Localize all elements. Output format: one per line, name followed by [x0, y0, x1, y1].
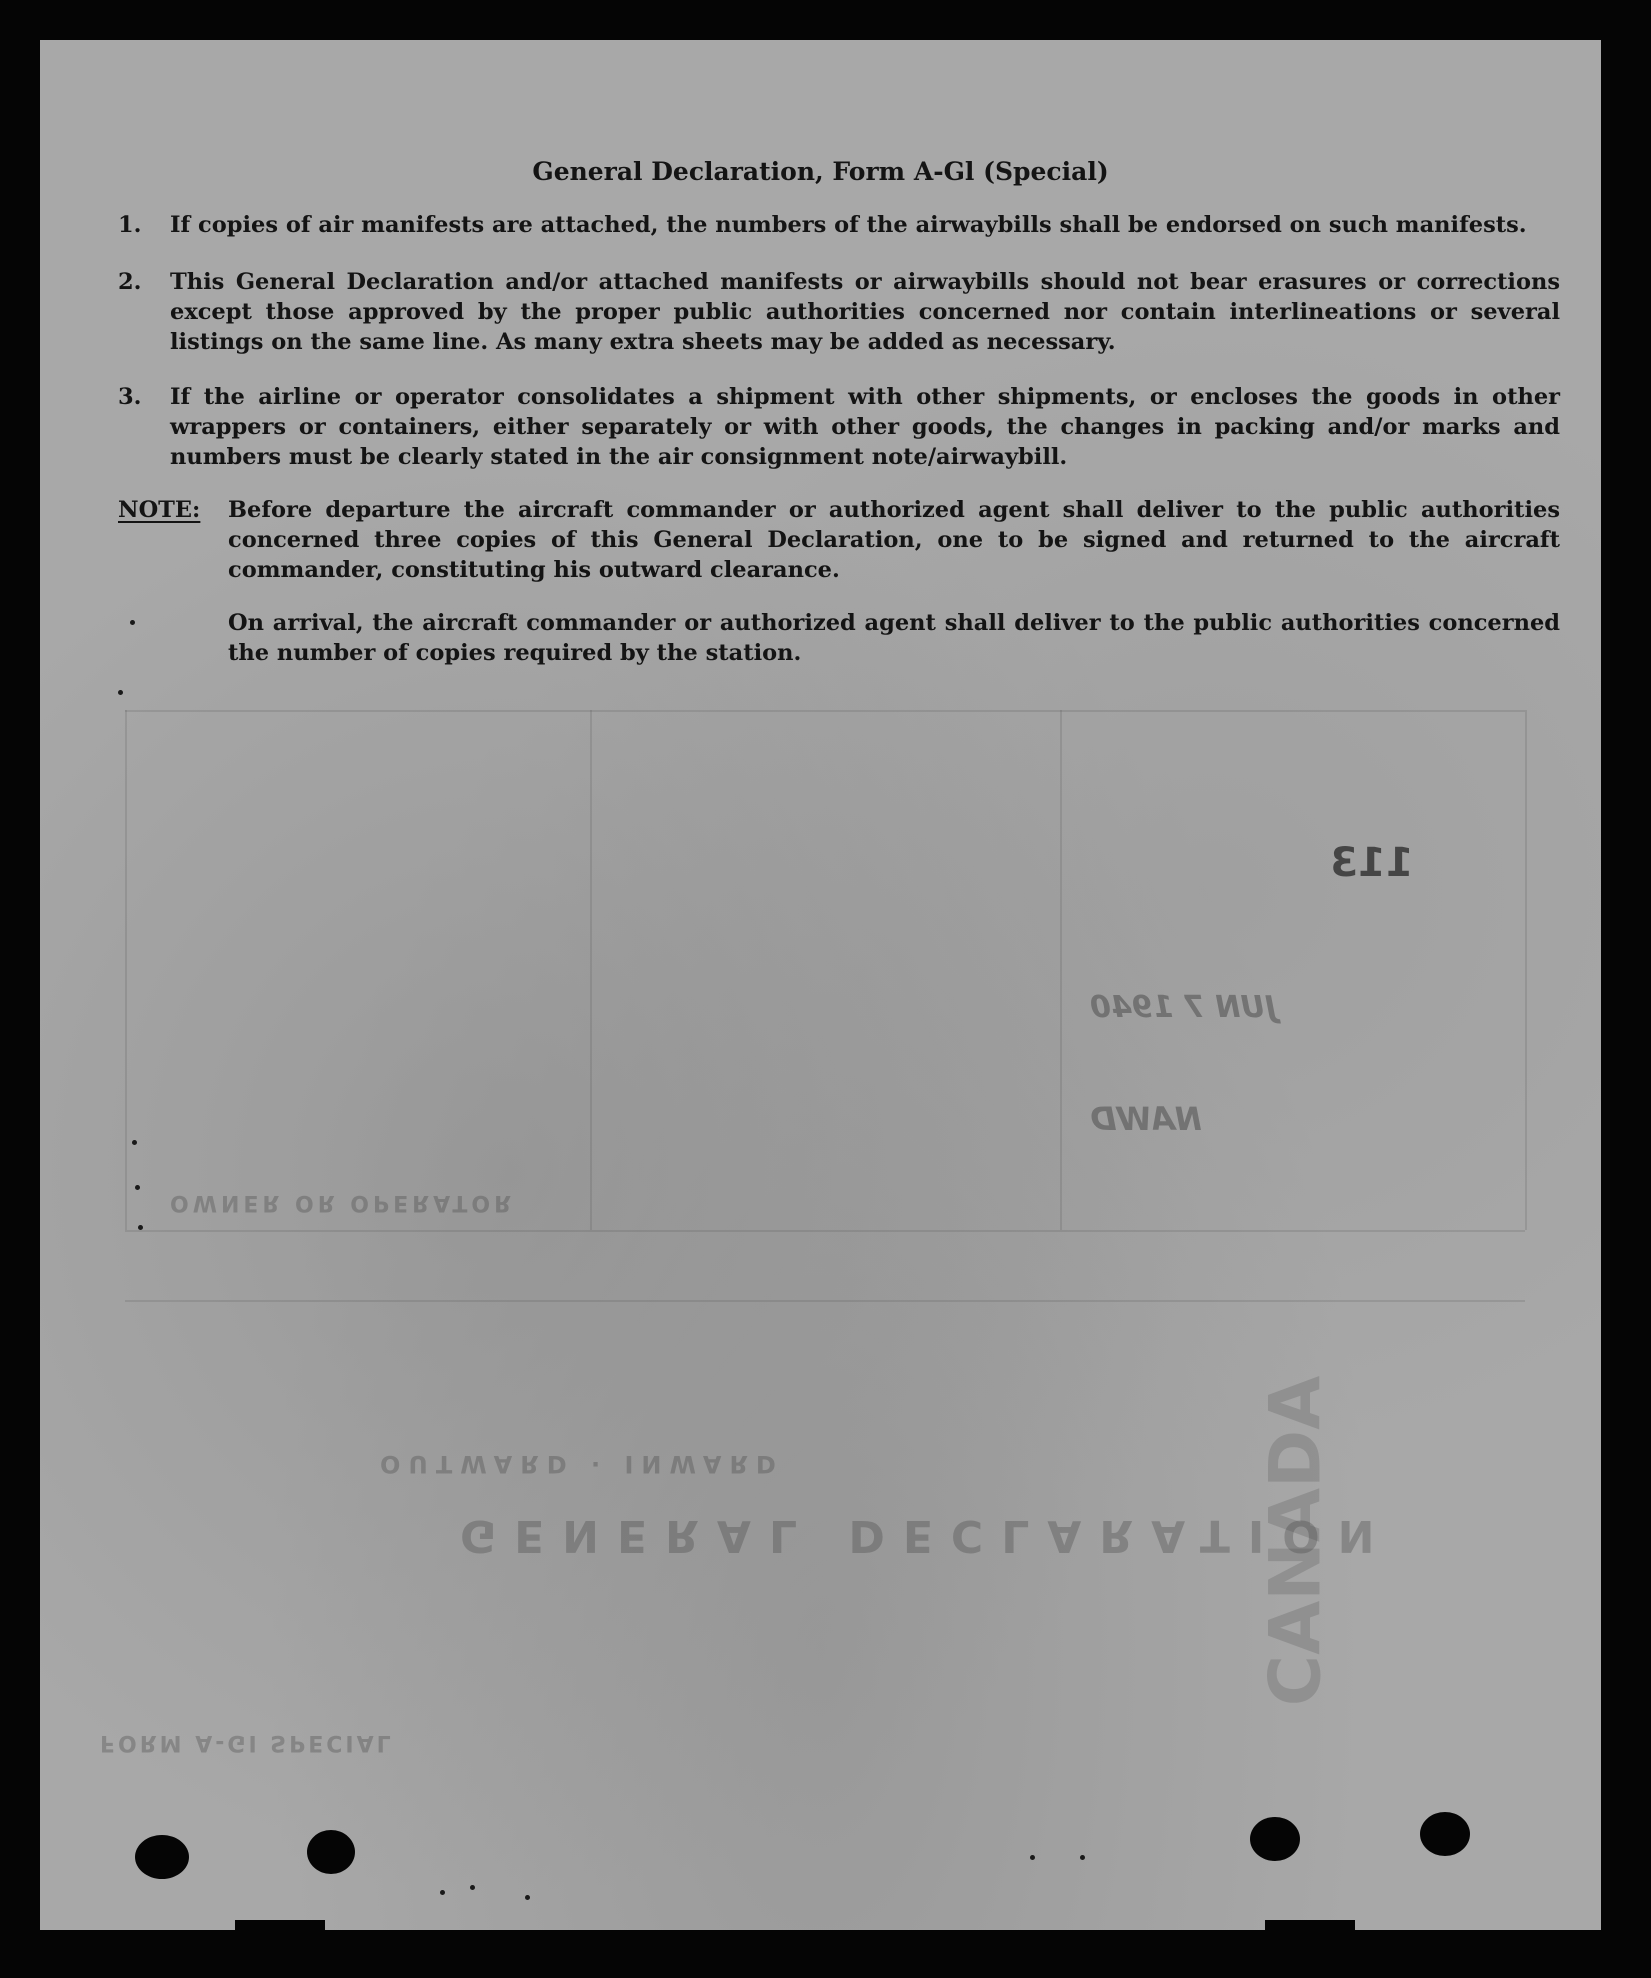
margin-speck [130, 620, 135, 625]
instruction-item-3 [118, 382, 1560, 472]
item-number: 3. [118, 384, 142, 410]
bleed-through-box-line [1525, 710, 1527, 1230]
note-text: Before departure the aircraft commander or authorized agent shall deliver to the public authorities concerned three copies of this General Declaration, one to be signed and returned to the aircraft commander, constituting his outward clearance. [228, 497, 1560, 583]
arrival-note-text: On arrival, the aircraft commander or authorized agent shall deliver to the public authorities concerned the number of copies required by the station. [228, 610, 1560, 666]
margin-speck [138, 1225, 143, 1230]
bottom-edge-mark [1265, 1920, 1355, 1930]
bleed-through-mark: 113 [1330, 840, 1414, 886]
margin-speck [118, 690, 123, 695]
bleed-through-box-line [125, 710, 127, 1230]
margin-speck [135, 1185, 140, 1190]
margin-speck [1030, 1855, 1035, 1860]
bleed-through-mark: OUTWARD · INWARD [380, 1450, 784, 1478]
arrival-note-block [118, 608, 1560, 668]
margin-speck [525, 1895, 530, 1900]
punch-hole [1420, 1812, 1470, 1856]
note-block [118, 495, 1560, 585]
item-text: If copies of air manifests are attached, the numbers of the airwaybills shall be endorsed on such manifests. [170, 212, 1527, 238]
bleed-through-mark: GENERAL DECLARATION [460, 1510, 1393, 1561]
bleed-through-mark: FORM A-GI SPECIAL [100, 1730, 394, 1755]
punch-hole [1250, 1817, 1300, 1861]
bleed-through-box-line [1060, 710, 1062, 1230]
item-text: This General Declaration and/or attached manifests or airwaybills should not bear erasures or corrections except those approved by the proper public authorities concerned nor contain interlineations or several listings on the same line. As many extra sheets may be added as necessary. [170, 269, 1560, 355]
document-title: General Declaration, Form A-Gl (Special) [532, 156, 1109, 186]
bottom-edge-mark [235, 1920, 325, 1930]
margin-speck [470, 1885, 475, 1890]
bleed-through-box-line [125, 710, 1525, 712]
margin-speck [1080, 1855, 1085, 1860]
document-page [40, 40, 1601, 1930]
punch-hole [307, 1830, 355, 1874]
bleed-through-box-line [590, 710, 592, 1230]
bleed-through-mark: NAWD [1090, 1100, 1202, 1138]
item-number: 1. [118, 212, 142, 238]
bleed-through-mark: JUN 7 1940 [1090, 990, 1276, 1025]
instruction-item-2 [118, 267, 1560, 357]
bleed-through-mark: OWNER OR OPERATOR [170, 1190, 516, 1215]
item-text: If the airline or operator consolidates a shipment with other shipments, or encloses the goods in other wrappers or containers, either separately or with other goods, the changes in packing and/or marks and numbers must be clearly stated in the air consignment note/airwaybill. [170, 384, 1560, 470]
margin-speck [132, 1140, 137, 1145]
instruction-item-1 [118, 210, 1560, 240]
bleed-through-box-line [125, 1300, 1525, 1302]
punch-hole [135, 1835, 189, 1879]
item-number: 2. [118, 269, 142, 295]
bleed-through-mark: CANADA [1254, 1375, 1337, 1707]
note-label: NOTE: [118, 497, 201, 523]
bleed-through-box-line [125, 1230, 1525, 1232]
margin-speck [440, 1890, 445, 1895]
